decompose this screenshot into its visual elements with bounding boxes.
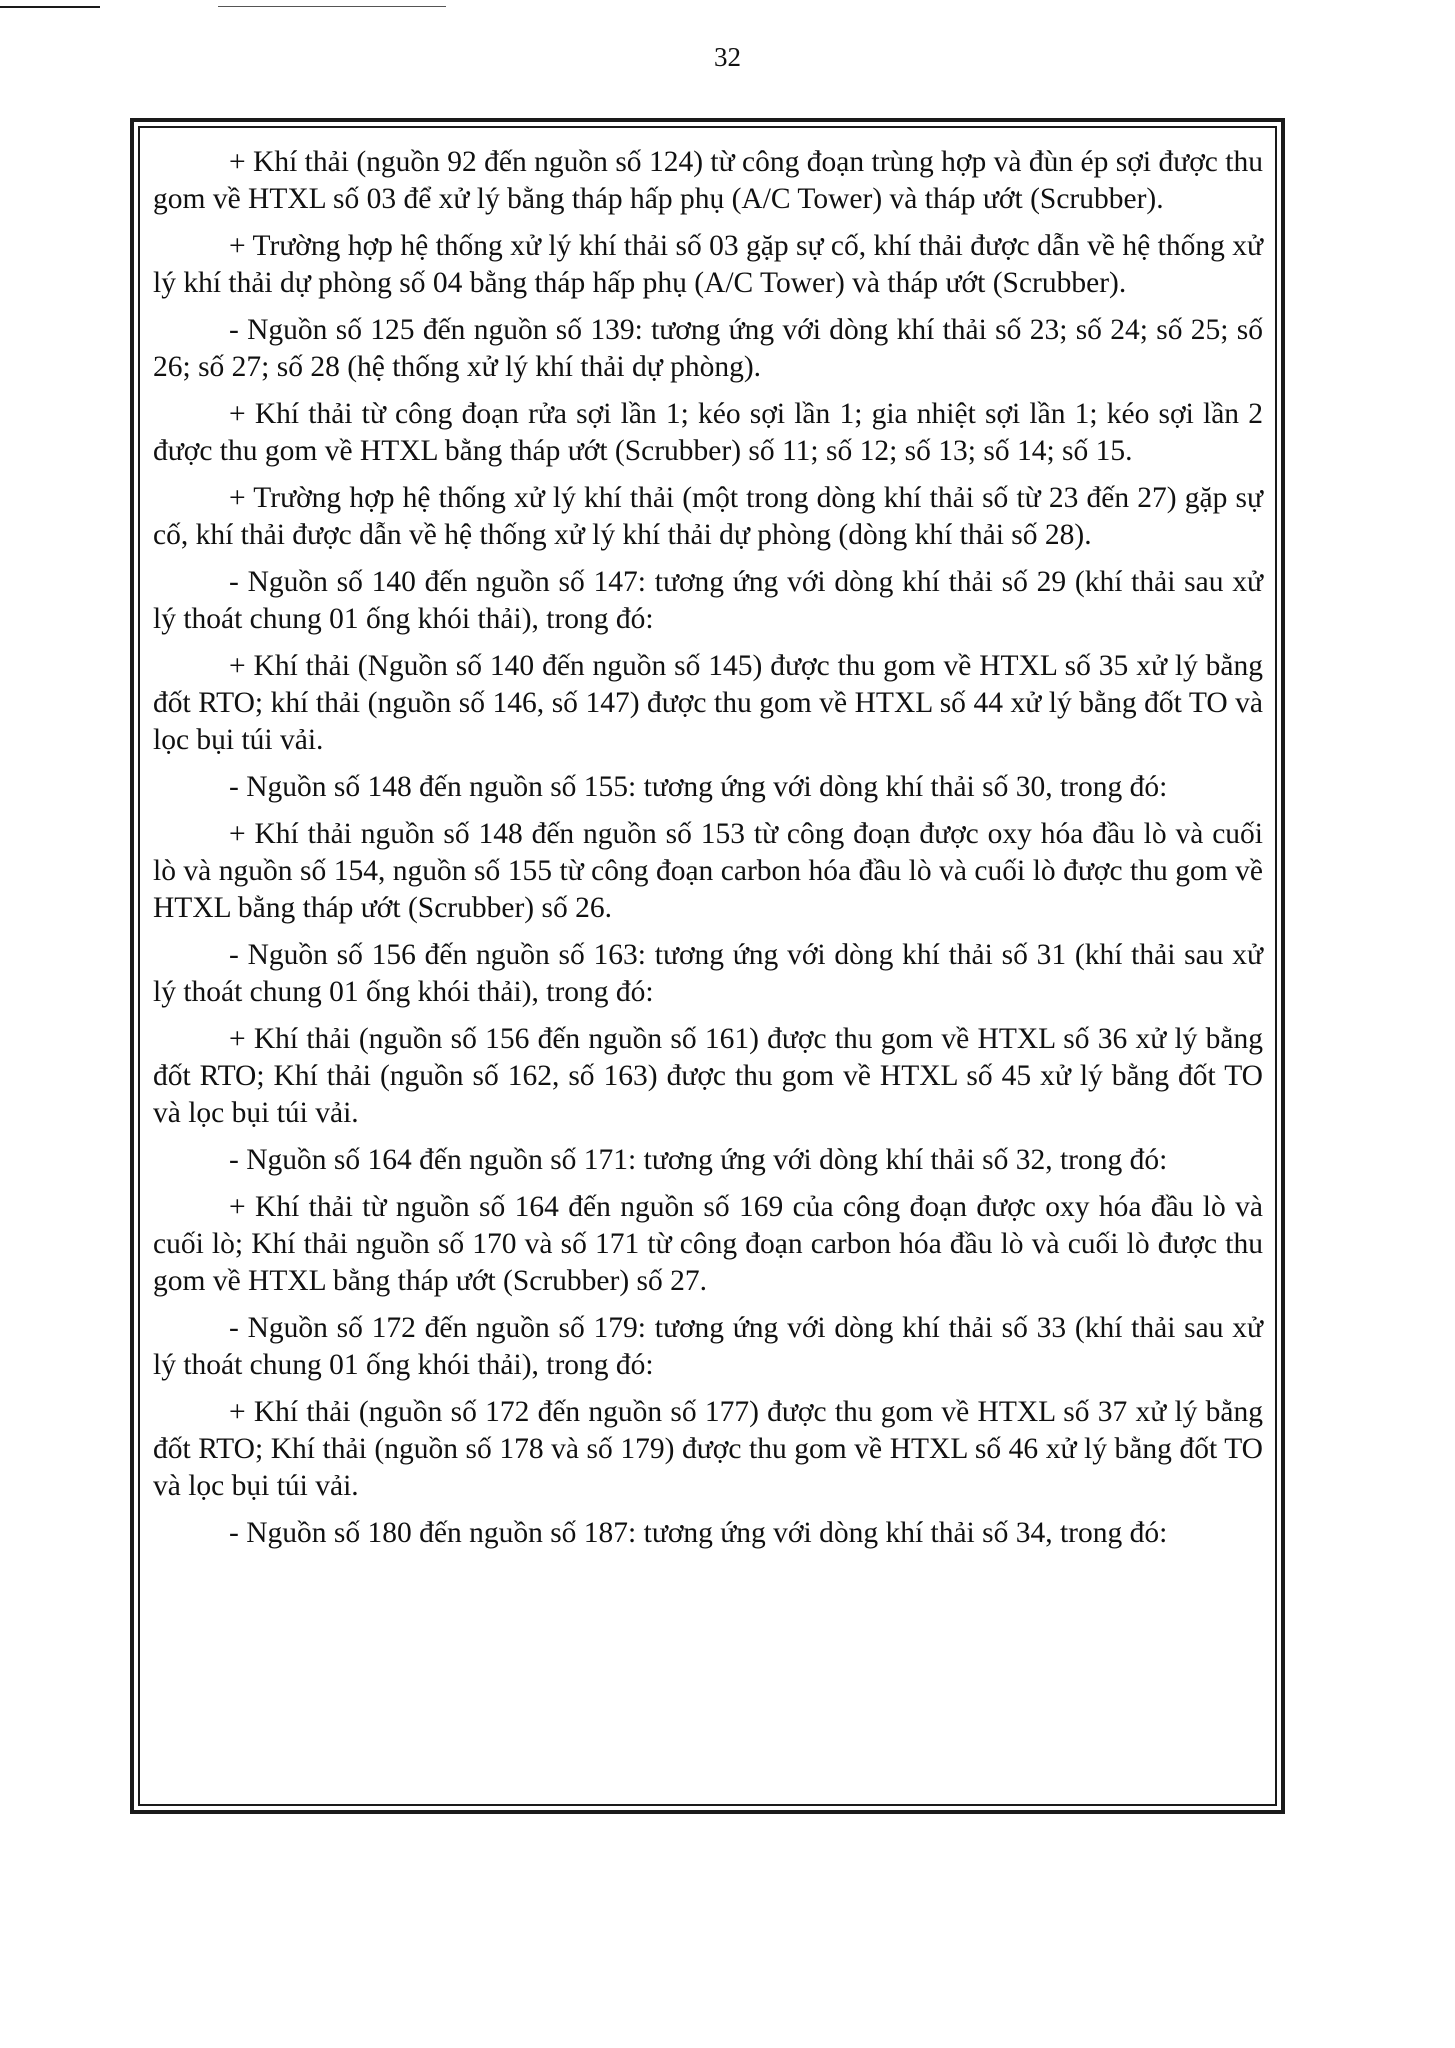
paragraph: + Khí thải (nguồn số 172 đến nguồn số 177) được thu gom về HTXL số 37 xử lý bằng đốt RTO; Khí thải (nguồn số 178 và số 179) được thu gom về HTXL số 46 xử lý bằng đốt TO và lọc bụi túi vải. <box>153 1396 1263 1502</box>
paragraph: - Nguồn số 172 đến nguồn số 179: tương ứng với dòng khí thải số 33 (khí thải sau xử lý thoát chung 01 ống khói thải), trong đó: <box>153 1312 1263 1381</box>
paragraph: + Khí thải (Nguồn số 140 đến nguồn số 145) được thu gom về HTXL số 35 xử lý bằng đốt RTO; khí thải (nguồn số 146, số 147) được thu gom về HTXL số 44 xử lý bằng đốt TO và lọc bụi túi vải. <box>153 650 1263 756</box>
top-rule-left <box>0 6 100 8</box>
page-number: 32 <box>714 42 741 72</box>
paragraph: + Khí thải (nguồn số 156 đến nguồn số 161) được thu gom về HTXL số 36 xử lý bằng đốt RTO; Khí thải (nguồn số 162, số 163) được thu gom về HTXL số 45 xử lý bằng đốt TO và lọc bụi túi vải. <box>153 1023 1263 1129</box>
paragraph: + Trường hợp hệ thống xử lý khí thải (một trong dòng khí thải số từ 23 đến 27) gặp sự cố, khí thải được dẫn về hệ thống xử lý khí thải dự phòng (dòng khí thải số 28). <box>153 482 1263 551</box>
top-rule-center <box>218 6 446 7</box>
paragraph: - Nguồn số 140 đến nguồn số 147: tương ứng với dòng khí thải số 29 (khí thải sau xử lý thoát chung 01 ống khói thải), trong đó: <box>153 566 1263 635</box>
paragraph: + Khí thải từ nguồn số 164 đến nguồn số 169 của công đoạn được oxy hóa đầu lò và cuối lò; Khí thải nguồn số 170 và số 171 từ công đoạn carbon hóa đầu lò và cuối lò được thu gom về HTXL bằng tháp ướt (Scrubber) số 27. <box>153 1191 1263 1297</box>
paragraph: + Trường hợp hệ thống xử lý khí thải số 03 gặp sự cố, khí thải được dẫn về hệ thống xử lý khí thải dự phòng số 04 bằng tháp hấp phụ (A/C Tower) và tháp ướt (Scrubber). <box>153 230 1263 299</box>
paragraph: - Nguồn số 180 đến nguồn số 187: tương ứng với dòng khí thải số 34, trong đó: <box>229 1517 1168 1549</box>
paragraph: - Nguồn số 125 đến nguồn số 139: tương ứng với dòng khí thải số 23; số 24; số 25; số 26; số 27; số 28 (hệ thống xử lý khí thải dự phòng). <box>153 314 1263 383</box>
paragraph: + Khí thải từ công đoạn rửa sợi lần 1; kéo sợi lần 1; gia nhiệt sợi lần 1; kéo sợi lần 2 được thu gom về HTXL bằng tháp ướt (Scrubber) số 11; số 12; số 13; số 14; số 15. <box>153 398 1263 467</box>
paragraph: - Nguồn số 164 đến nguồn số 171: tương ứng với dòng khí thải số 32, trong đó: <box>229 1144 1168 1176</box>
paragraph: + Khí thải (nguồn 92 đến nguồn số 124) từ công đoạn trùng hợp và đùn ép sợi được thu gom về HTXL số 03 để xử lý bằng tháp hấp phụ (A/C Tower) và tháp ướt (Scrubber). <box>153 146 1263 215</box>
document-body <box>153 144 1263 1562</box>
paragraph: - Nguồn số 156 đến nguồn số 163: tương ứng với dòng khí thải số 31 (khí thải sau xử lý thoát chung 01 ống khói thải), trong đó: <box>153 939 1263 1008</box>
paragraph: + Khí thải nguồn số 148 đến nguồn số 153 từ công đoạn được oxy hóa đầu lò và cuối lò và nguồn số 154, nguồn số 155 từ công đoạn carbon hóa đầu lò và cuối lò được thu gom về HTXL bằng tháp ướt (Scrubber) số 26. <box>153 818 1263 924</box>
paragraph: - Nguồn số 148 đến nguồn số 155: tương ứng với dòng khí thải số 30, trong đó: <box>229 771 1168 803</box>
